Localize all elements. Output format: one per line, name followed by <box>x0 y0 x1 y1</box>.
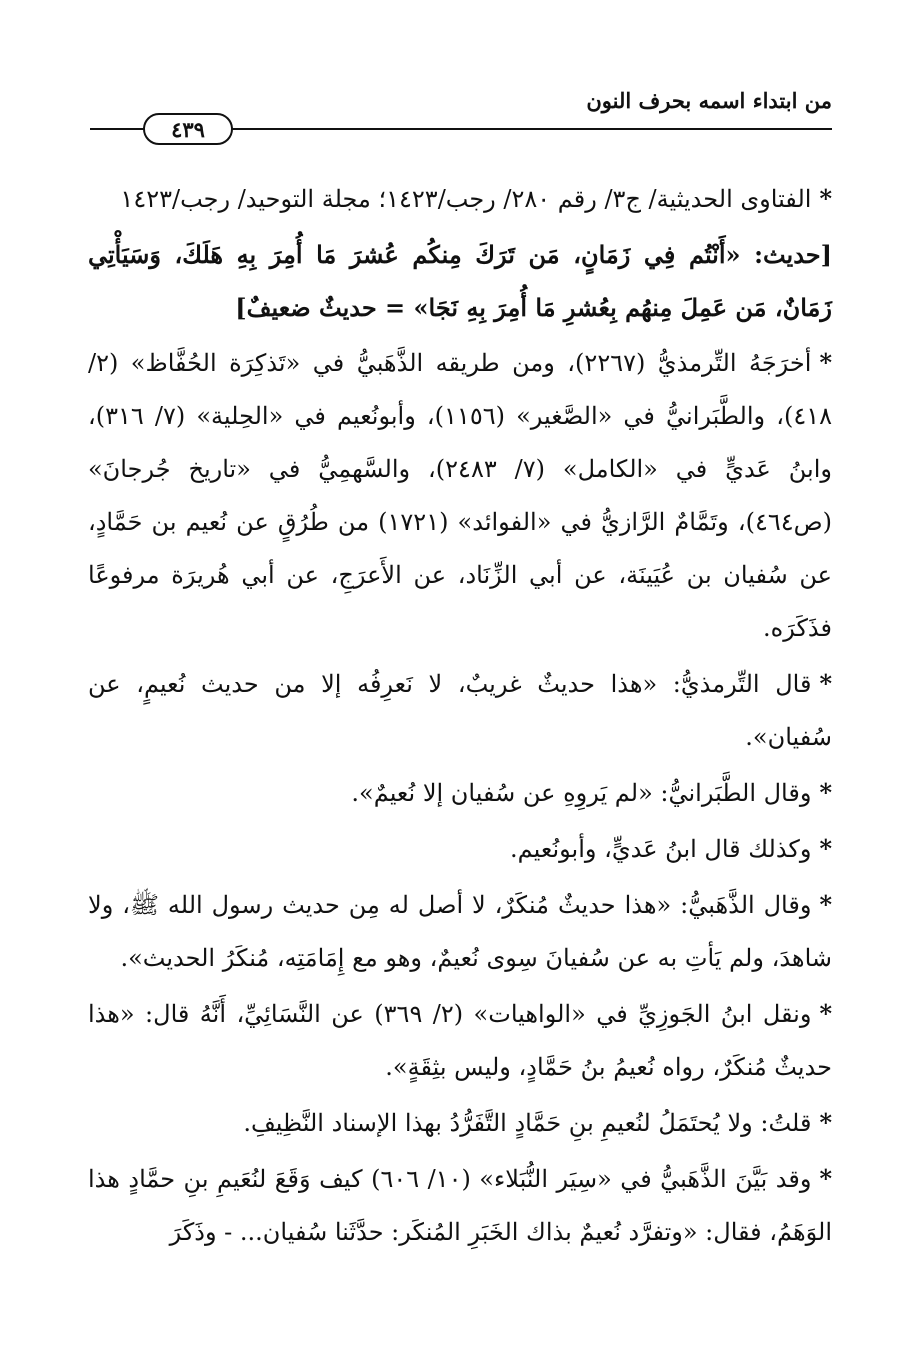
paragraph-text: وقد بَيَّنَ الذَّهَبيُّ في «سِيَر النُّبَلاء» (١٠/ ٦٠٦) كيف وَقَعَ لنُعَيمِ بنِ حمَّادٍ هذا الوَهَمُ، فقال: «وتفرَّد نُعيمٌ بذاك الخَبَرِ المُنكَر: حدَّثَنا سُفيان... - وذَكَرَ <box>88 1165 832 1246</box>
bullet-star: * <box>819 184 832 213</box>
paragraph-text: وقال الطَّبَرانيُّ: «لم يَروِهِ عن سُفيان إلا نُعيمٌ». <box>351 779 812 807</box>
bullet-star: * <box>819 348 832 377</box>
bullet-star: * <box>819 999 833 1028</box>
paragraph <box>88 987 832 1094</box>
paragraph <box>88 878 832 985</box>
paragraph <box>88 1152 832 1259</box>
paragraph <box>88 172 832 226</box>
paragraph <box>88 822 832 876</box>
bullet-star: * <box>819 778 832 807</box>
paragraph-text: [حديث: «أَنْتُم فِي زَمَانٍ، مَن تَرَكَ مِنكُم عُشرَ مَا أُمِرَ بِهِ هَلَكَ، وَسَيَأْتِي زَمَانٌ، مَن عَمِلَ مِنهُم بِعُشرِ مَا أُمِرَ بِهِ نَجَا» = حديثٌ ضعيفٌ] <box>88 240 832 322</box>
paragraph-text: وقال الذَّهَبيُّ: «هذا حديثٌ مُنكَرٌ، لا أصل له مِن حديث رسول الله ﷺ، ولا شاهدَ، ولم يَأتِ به عن سُفيانَ سِوى نُعيمٌ، وهو مع إِمَامَتِه، مُنكَرُ الحديث». <box>88 891 832 972</box>
paragraph-text: قلتُ: ولا يُحتَمَلُ لنُعيمِ بنِ حَمَّادٍ التَّفَرُّدُ بهذا الإسناد النَّظِيفِ. <box>243 1109 812 1137</box>
hadith-heading <box>88 228 832 334</box>
paragraph <box>88 766 832 820</box>
paragraph <box>88 1096 832 1150</box>
bullet-star: * <box>819 669 832 698</box>
running-title: من ابتداء اسمه بحرف النون <box>586 88 832 113</box>
bullet-star: * <box>819 834 832 863</box>
bullet-star: * <box>819 1164 833 1193</box>
paragraph-text: قال التِّرمذيُّ: «هذا حديثٌ غريبٌ، لا نَعرِفُه إلا من حديث نُعيمٍ، عن سُفيان». <box>88 670 832 751</box>
paragraph-text: أخرَجَهُ التِّرمذيُّ (٢٢٦٧)، ومن طريقه الذَّهَبيُّ في «تَذكِرَة الحُفَّاظ» (٢/ ٤١٨)، والطَّبَرانيُّ في «الصَّغير» (١١٥٦)، وأبونُعيم في «الحِلية» (٧/ ٣١٦)، وابنُ عَديٍّ في «الكامل» (٧/ ٢٤٨٣)، والسَّهمِيُّ في «تاريخ جُرجانَ» (ص٤٦٤)، وتَمَّامٌ الرَّازيُّ في «الفوائد» (١٧٢١) من طُرُقٍ عن نُعيم بن حَمَّادٍ، عن سُفيان بن عُيَينَة، عن أبي الزِّنَاد، عن الأَعرَجِ، عن أبي هُريرَة مرفوعًا فذَكَرَه. <box>88 349 833 642</box>
paragraph <box>88 657 832 764</box>
page-number: ٤٣٩ <box>143 113 233 145</box>
bullet-star: * <box>819 890 832 919</box>
paragraph-text: الفتاوى الحديثية/ ج٣/ رقم ٢٨٠/ رجب/١٤٢٣؛ مجلة التوحيد/ رجب/١٤٢٣ <box>120 185 812 213</box>
paragraph-text: وكذلك قال ابنُ عَديٍّ، وأبونُعيم. <box>510 835 812 863</box>
bullet-star: * <box>819 1108 832 1137</box>
page-body <box>88 172 832 1259</box>
paragraph <box>88 336 832 655</box>
paragraph-text: ونقل ابنُ الجَوزِيِّ في «الواهيات» (٢/ ٣٦٩) عن النَّسَائِيِّ، أَنَّهُ قال: «هذا حديثٌ مُنكَرٌ، رواه نُعيمُ بنُ حَمَّادٍ، وليس بثِقَةٍ». <box>88 1000 832 1081</box>
